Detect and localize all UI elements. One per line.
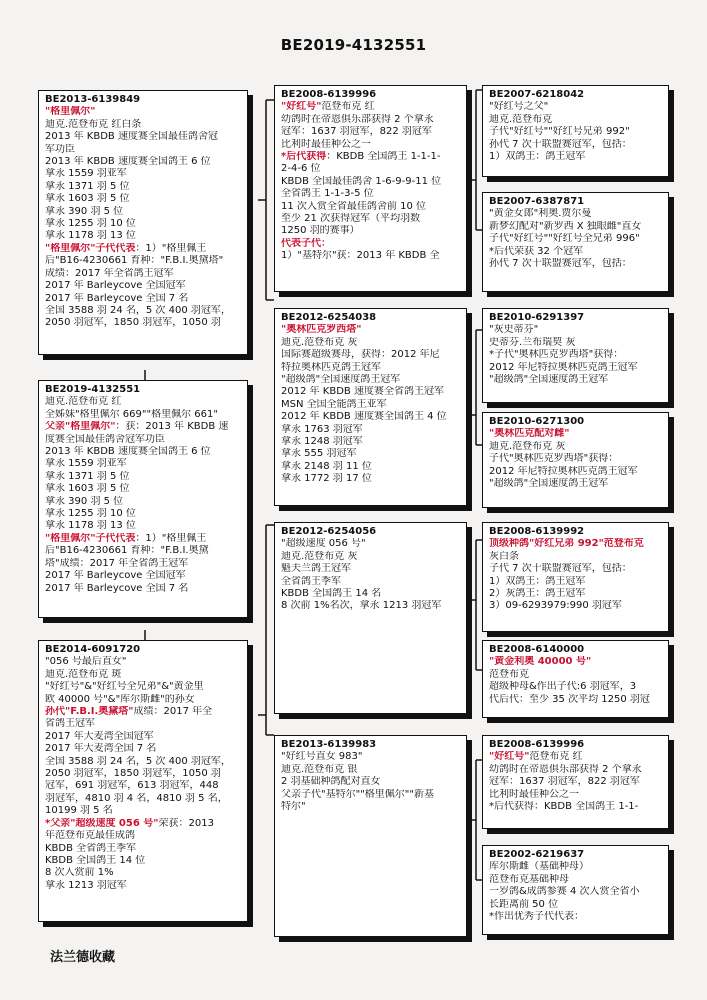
ring-number: BE2007-6218042 bbox=[489, 89, 585, 100]
pedigree-line: 2012 年 KBDB 速度赛全国鸽王 4 位 bbox=[281, 411, 447, 423]
pedigree-line: 幼鸽时在帝恩俱乐部获得 2 个拿永 bbox=[281, 113, 434, 125]
pedigree-line bbox=[281, 101, 462, 113]
ring-number: BE2008-6140000 bbox=[489, 644, 585, 655]
line-text: ：KBDB 全国鸽王 1-1-1- bbox=[326, 151, 441, 163]
pedigree-line: KBDB 全省鸽王季军 bbox=[45, 842, 137, 854]
ring-number: BE2012-6254038 bbox=[281, 312, 377, 323]
line-text: ：1）"格里佩王 bbox=[135, 532, 207, 544]
pedigree-line: 长距离前 50 位 bbox=[489, 898, 559, 910]
pedigree-line: 灰白条 bbox=[489, 550, 519, 562]
pedigree-line: "好红号之父" bbox=[489, 101, 549, 113]
dam-card bbox=[38, 640, 248, 922]
pedigree-line: 拿永 1763 羽冠军 bbox=[281, 423, 363, 435]
line-text: ：1）"格里佩王 bbox=[135, 242, 207, 254]
pedigree-line: 顶级种鸽"好红兄弟 992"范登布克 bbox=[489, 538, 644, 550]
pedigree-line: 代表子代： bbox=[281, 237, 331, 249]
dam-sire-dam-card bbox=[482, 640, 669, 718]
highlight-label: 孙代"F.B.I.奥黛塔" bbox=[45, 706, 134, 718]
sire-card bbox=[38, 90, 248, 355]
ring-number: BE2019-4132551 bbox=[45, 384, 141, 395]
pedigree-line: 国际赛超级赛母，获得：2012 年尼 bbox=[281, 349, 440, 361]
pedigree-line: 拿永 390 羽 5 位 bbox=[45, 205, 124, 217]
ring-number: BE2007-6387871 bbox=[489, 196, 585, 207]
highlight-label: "好红号" bbox=[281, 101, 322, 113]
pedigree-line: 后"B16-4230661 育种："F.B.I.奥黛塔" bbox=[45, 255, 224, 267]
pedigree-line: 迪克.范登布克 斑 bbox=[45, 668, 122, 680]
pedigree-line: "奥林匹克配对雌" bbox=[489, 428, 570, 440]
pedigree-line: 比利时最佳种公之一 bbox=[281, 138, 371, 150]
pedigree-line: 2017 年 Barleycove 全国冠军 bbox=[45, 280, 186, 292]
pedigree-line: "超级速度 056 号" bbox=[281, 538, 366, 550]
pedigree-line: 2050 羽冠军，1850 羽冠军，1050 羽 bbox=[45, 317, 221, 329]
line-text: ：获：2013 年 KBDB 速 bbox=[115, 421, 229, 433]
pedigree-line: 3）09-6293979:990 羽冠军 bbox=[489, 600, 622, 612]
pedigree-line: 特尔" bbox=[281, 801, 306, 813]
pedigree-line: 1250 羽的赛事） bbox=[281, 225, 360, 237]
pedigree-line bbox=[45, 706, 243, 718]
sire-dam-dam-card bbox=[482, 412, 669, 508]
dam-dam-sire-card bbox=[482, 735, 669, 829]
pedigree-line: 2-4-6 位 bbox=[281, 163, 321, 175]
pedigree-line: 拿永 1178 羽 13 位 bbox=[45, 520, 136, 532]
pedigree-line: 1）双鸽王：鸽王冠军 bbox=[489, 151, 586, 163]
sire-sire-card bbox=[274, 85, 467, 292]
highlight-label: "格里佩尔"子代代表 bbox=[45, 242, 136, 254]
pedigree-line: 2017 年 Barleycove 全国 7 名 bbox=[45, 582, 189, 594]
pedigree-line: 度赛全国最佳鸽舍冠军功臣 bbox=[45, 433, 165, 445]
pedigree-line: 省鸽王冠军 bbox=[45, 718, 95, 730]
pedigree-line: 拿永 390 羽 5 位 bbox=[45, 495, 124, 507]
pedigree-line: 迪克.范登布克 灰 bbox=[281, 550, 358, 562]
subject-pigeon-card bbox=[38, 380, 248, 618]
pedigree-line: 2017 年 Barleycove 全国冠军 bbox=[45, 570, 186, 582]
pedigree-line: *后代获得：KBDB 全国鸽王 1-1- bbox=[489, 801, 639, 813]
line-text: 范登布克 红 bbox=[321, 101, 375, 113]
pedigree-line: 后"B16-4230661 育种："F.B.I.奥黛 bbox=[45, 545, 209, 557]
pedigree-line bbox=[489, 751, 664, 763]
pedigree-line: 拿永 1371 羽 5 位 bbox=[45, 180, 130, 192]
pedigree-line: 父亲子代"基特尔""格里佩尔""新基 bbox=[281, 788, 434, 800]
dam-dam-card bbox=[274, 735, 467, 937]
pedigree-line: *子代"奥林匹克罗西塔"获得： bbox=[489, 349, 624, 361]
pedigree-line: 拿永 1255 羽 10 位 bbox=[45, 508, 136, 520]
pedigree-line: 全省鸽王季军 bbox=[281, 575, 341, 587]
dam-sire-card bbox=[274, 522, 467, 714]
pedigree-line: 8 次入赏前 1% bbox=[45, 867, 114, 879]
collection-footer: 法兰德收藏 bbox=[50, 950, 116, 965]
pedigree-line: "灰史蒂芬" bbox=[489, 324, 539, 336]
ring-number: BE2008-6139996 bbox=[489, 739, 585, 750]
pedigree-line: 2017 年大麦湾全国 7 名 bbox=[45, 743, 157, 755]
ring-number: BE2012-6254056 bbox=[281, 526, 377, 537]
ring-number: BE2010-6271300 bbox=[489, 416, 585, 427]
ring-number: BE2013-6139983 bbox=[281, 739, 377, 750]
ring-number: BE2008-6139992 bbox=[489, 526, 585, 537]
pedigree-line: 拿永 1603 羽 5 位 bbox=[45, 483, 130, 495]
ring-number: BE2010-6291397 bbox=[489, 312, 585, 323]
pedigree-line: "格里佩尔" bbox=[45, 106, 96, 118]
pedigree-line: 2050 羽冠军，1850 羽冠军，1050 羽 bbox=[45, 768, 221, 780]
sire-dam-card bbox=[274, 308, 467, 506]
pedigree-line: *作出优秀子代代表： bbox=[489, 911, 584, 923]
highlight-label: *父亲"超级速度 056 号" bbox=[45, 817, 159, 829]
pedigree-line: "好红号直女 983" bbox=[281, 751, 363, 763]
pedigree-line: "好红号"&"好红号全兄弟"&"黄金里 bbox=[45, 681, 204, 693]
sire-dam-sire-card bbox=[482, 308, 669, 403]
pedigree-line bbox=[45, 818, 243, 830]
highlight-label: "格里佩尔"子代代表 bbox=[45, 532, 136, 544]
pedigree-line: 欧 40000 号"&"库尔斯雌"的孙女 bbox=[45, 693, 195, 705]
pedigree-line: 子代"奥林匹克罗西塔"获得： bbox=[489, 453, 619, 465]
pedigree-line: 幼鸽时在帝恩俱乐部获得 2 个拿永 bbox=[489, 763, 642, 775]
pedigree-line: 塔"成绩：2017 年全省鸽王冠军 bbox=[45, 557, 189, 569]
pedigree-line: 子代"好红号""好红号兄弟 992" bbox=[489, 126, 630, 138]
pedigree-line: 孙代 7 次十联盟赛冠军，包括： bbox=[489, 258, 632, 270]
pedigree-line: 10199 羽 5 名 bbox=[45, 805, 113, 817]
pedigree-line: "超级鸽"全国速度鸽王冠军 bbox=[489, 374, 609, 386]
pedigree-line: 孙代 7 次十联盟赛冠军，包括： bbox=[489, 138, 632, 150]
dam-sire-sire-card bbox=[482, 522, 669, 632]
pedigree-line: 冠军，691 羽冠军，613 羽冠军，448 bbox=[45, 780, 219, 792]
pedigree-line: 拿永 1178 羽 13 位 bbox=[45, 230, 136, 242]
pedigree-line: 特拉奥林匹克鸽王冠军 bbox=[281, 361, 381, 373]
sire-sire-dam-card bbox=[482, 192, 669, 292]
pedigree-line bbox=[281, 151, 462, 163]
pedigree-line: 1）"基特尔"获：2013 年 KBDB 全 bbox=[281, 250, 440, 262]
pedigree-line: "超级鸽"全国速度鸽王冠军 bbox=[489, 478, 609, 490]
pedigree-line: 代后代：至少 35 次平均 1250 羽冠 bbox=[489, 693, 650, 705]
pedigree-line: 2017 年大麦湾全国冠军 bbox=[45, 730, 154, 742]
pedigree-line: 拿永 1772 羽 17 位 bbox=[281, 473, 372, 485]
pedigree-line: 冠军：1637 羽冠军，822 羽冠军 bbox=[281, 126, 432, 138]
pedigree-line: "超级鸽"全国速度鸽王冠军 bbox=[281, 374, 401, 386]
pedigree-line: 11 次入赏全省最佳鸽舍前 10 位 bbox=[281, 200, 426, 212]
pedigree-line: 年范登布克最佳成鸽 bbox=[45, 830, 135, 842]
pedigree-line: 迪克.范登布克 银 bbox=[281, 763, 358, 775]
pedigree-line: 羽冠军，4810 羽 4 名，4810 羽 5 名， bbox=[45, 792, 228, 804]
sire-sire-sire-card bbox=[482, 85, 669, 177]
pedigree-line: 成绩：2017 年全省鸽王冠军 bbox=[45, 267, 174, 279]
pedigree-line: 2 羽基础种鸽配对直女 bbox=[281, 776, 381, 788]
pedigree-line: KBDB 全国鸽王 14 位 bbox=[45, 854, 146, 866]
pedigree-line: 2013 年 KBDB 速度赛全国鸽王 6 位 bbox=[45, 156, 211, 168]
pedigree-line: 至少 21 次获得冠军（平均羽数 bbox=[281, 213, 421, 225]
pedigree-line: 新梦幻配对"新罗西 X 独眼雌"直女 bbox=[489, 220, 642, 232]
pedigree-line: 一岁鸽&成鸽参赛 4 次入赏全省小 bbox=[489, 886, 640, 898]
dam-dam-dam-card bbox=[482, 845, 669, 935]
pedigree-line: "黄金女郎"利奥.贾尔曼 bbox=[489, 208, 592, 220]
highlight-label: "好红号" bbox=[489, 751, 530, 763]
pedigree-line: 迪克.范登布克 红白条 bbox=[45, 118, 142, 130]
pedigree-line: 2012 年尼特拉奥林匹克鸽王冠军 bbox=[489, 361, 638, 373]
pedigree-line bbox=[45, 243, 243, 255]
pedigree-line: 子代"好红号""好红号全兄弟 996" bbox=[489, 233, 640, 245]
pedigree-line: 拿永 1603 羽 5 位 bbox=[45, 193, 130, 205]
pedigree-line: 拿永 1559 羽亚军 bbox=[45, 168, 127, 180]
pedigree-line bbox=[45, 421, 243, 433]
pedigree-line: KBDB 全国鸽王 14 名 bbox=[281, 588, 382, 600]
page-title: BE2019-4132551 bbox=[280, 36, 427, 54]
line-text: 范登布克 红 bbox=[529, 751, 583, 763]
pedigree-line: "056 号最后直女" bbox=[45, 656, 127, 668]
highlight-label: 父亲"格里佩尔" bbox=[45, 421, 116, 433]
pedigree-line: *后代荣获 32 个冠军 bbox=[489, 245, 584, 257]
pedigree-line: "奥林匹克罗西塔" bbox=[281, 324, 362, 336]
pedigree-line: 全国 3588 羽 24 名，5 次 400 羽冠军， bbox=[45, 755, 231, 767]
pedigree-line: 比利时最佳种公之一 bbox=[489, 788, 579, 800]
pedigree-line: 拿永 1559 羽亚军 bbox=[45, 458, 127, 470]
ring-number: BE2013-6139849 bbox=[45, 94, 141, 105]
pedigree-line: 冠军：1637 羽冠军，822 羽冠军 bbox=[489, 776, 640, 788]
pedigree-line: 拿永 1371 羽 5 位 bbox=[45, 470, 130, 482]
ring-number: BE2008-6139996 bbox=[281, 89, 377, 100]
pedigree-line: 拿永 1248 羽冠军 bbox=[281, 436, 363, 448]
pedigree-line: 2012 年尼特拉奥林匹克鸽王冠军 bbox=[489, 465, 638, 477]
pedigree-line: 迪克.范登布克 灰 bbox=[281, 336, 358, 348]
highlight-label: *后代获得 bbox=[281, 151, 327, 163]
pedigree-line: 迪克.范登布克 bbox=[489, 113, 553, 125]
pedigree-line bbox=[45, 533, 243, 545]
line-text: 成绩：2017 年全 bbox=[133, 706, 213, 718]
pedigree-line: 超级种母&作出子代:6 羽冠军，3 bbox=[489, 681, 637, 693]
pedigree-line: 子代 7 次十联盟赛冠军，包括： bbox=[489, 563, 632, 575]
pedigree-line: 范登布克基础种母 bbox=[489, 873, 569, 885]
pedigree-line: 拿永 1213 羽冠军 bbox=[45, 879, 127, 891]
pedigree-line: 迪克.范登布克 红 bbox=[45, 396, 122, 408]
pedigree-line: 迪克.范登布克 灰 bbox=[489, 440, 566, 452]
pedigree-line: KBDB 全国最佳鸽舍 1-6-9-9-11 位 bbox=[281, 175, 442, 187]
pedigree-line: 8 次前 1%名次，拿永 1213 羽冠军 bbox=[281, 600, 442, 612]
line-text: 荣获：2013 bbox=[158, 817, 214, 829]
pedigree-line: 2013 年 KBDB 速度赛全国最佳鸽舍冠 bbox=[45, 131, 218, 143]
pedigree-line: 史蒂芬.兰布瑞契 灰 bbox=[489, 336, 576, 348]
ring-number: BE2002-6219637 bbox=[489, 849, 585, 860]
pedigree-line: 2）灰鸽王：鸽王冠军 bbox=[489, 588, 586, 600]
pedigree-line: 范登布克 bbox=[489, 668, 529, 680]
pedigree-line: 魁夫兰鸽王冠军 bbox=[281, 563, 351, 575]
pedigree-line: 拿永 555 羽冠军 bbox=[281, 448, 357, 460]
ring-number: BE2014-6091720 bbox=[45, 644, 141, 655]
pedigree-line: 1）双鸽王：鸽王冠军 bbox=[489, 575, 586, 587]
pedigree-line: 拿永 2148 羽 11 位 bbox=[281, 460, 372, 472]
pedigree-line: 2012 年 KBDB 速度赛全省鸽王冠军 bbox=[281, 386, 444, 398]
pedigree-line: 库尔斯雌（基础种母） bbox=[489, 861, 589, 873]
pedigree-line: "黄金利奥 40000 号" bbox=[489, 656, 592, 668]
pedigree-line: MSN 全国全能鸽王亚军 bbox=[281, 398, 387, 410]
pedigree-line: 全国 3588 羽 24 名，5 次 400 羽冠军， bbox=[45, 304, 231, 316]
pedigree-line: 2017 年 Barleycove 全国 7 名 bbox=[45, 292, 189, 304]
pedigree-line: 军功臣 bbox=[45, 143, 75, 155]
pedigree-line: 全省鸽王 1-1-3-5 位 bbox=[281, 188, 374, 200]
pedigree-line: 全姊妹"格里佩尔 669""格里佩尔 661" bbox=[45, 408, 218, 420]
pedigree-line: 拿永 1255 羽 10 位 bbox=[45, 218, 136, 230]
pedigree-line: 2013 年 KBDB 速度赛全国鸽王 6 位 bbox=[45, 446, 211, 458]
